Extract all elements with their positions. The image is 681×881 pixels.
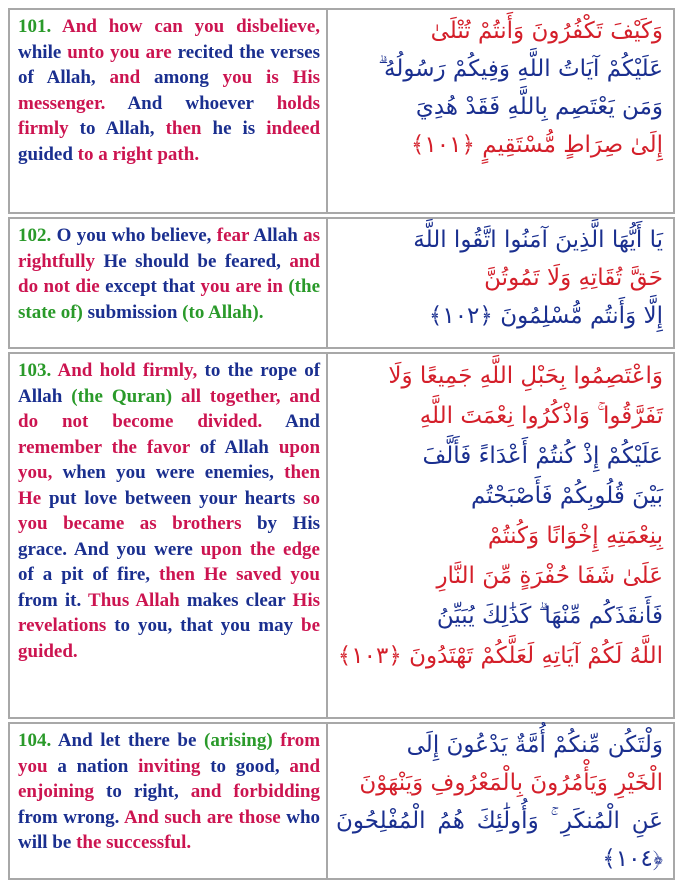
translation-segment: to Allah,: [79, 118, 155, 139]
translation-segment: and do not die: [18, 250, 320, 297]
arabic-line: وَاعْتَصِمُوا بِحَبْلِ اللَّهِ جَمِيعًا وَلَا: [388, 363, 663, 389]
translation-segment: from you: [18, 730, 321, 777]
arabic-text: [328, 10, 673, 212]
verse-row-101: [8, 8, 675, 214]
translation-segment: to the rope of Allah: [18, 360, 321, 407]
translation-segment: And how can you: [62, 16, 225, 37]
translation-segment: (the Quran): [71, 385, 173, 407]
translation-segment: And: [285, 411, 320, 432]
translation-segment: among: [153, 67, 209, 88]
translation-segment: And such are those: [123, 806, 281, 828]
translation-segment: He should be feared,: [103, 250, 281, 272]
translation-segment: then He saved you: [159, 564, 320, 585]
translation-segment: and do not become divided.: [18, 385, 321, 432]
english-translation: [10, 219, 328, 347]
translation-segment: you is His: [222, 67, 320, 88]
translation-segment: His revelations: [18, 589, 320, 636]
arabic-text: [328, 354, 673, 717]
translation-segment: recited the verses of Allah,: [18, 41, 321, 88]
arabic-line: يَا أَيُّهَا الَّذِينَ آمَنُوا اتَّقُوا اللَّهَ: [413, 227, 663, 253]
translation-segment: to a right path.: [77, 143, 200, 165]
arabic-line: اللَّهُ لَكُمْ آيَاتِهِ لَعَلَّكُمْ تَهْتَدُونَ ﴿١٠٣﴾: [337, 643, 663, 669]
arabic-line: وَلْتَكُن مِّنكُمْ أُمَّةٌ يَدْعُونَ إِلَى: [406, 732, 663, 758]
translation-segment: remember the favor: [18, 436, 190, 458]
arabic-line: تَفَرَّقُوا ۚ وَاذْكُرُوا نِعْمَتَ اللَّهِ: [419, 403, 663, 429]
verse-row-102: [8, 217, 675, 349]
verse-row-103: [8, 352, 675, 719]
translation-segment: to good,: [210, 755, 280, 777]
translation-segment: (to Allah).: [182, 301, 264, 323]
translation-segment: submission: [87, 301, 178, 323]
translation-segment: then He: [18, 462, 321, 509]
verse-number: 102.: [18, 225, 52, 246]
translation-segment: to right,: [106, 781, 179, 802]
translation-segment: disbelieve,: [236, 16, 321, 37]
translation-segment: firmly: [18, 118, 69, 139]
arabic-line: عَلَىٰ شَفَا حُفْرَةٍ مِّنَ النَّارِ: [436, 563, 663, 589]
translation-segment: to you, that you may: [114, 615, 294, 636]
arabic-line: وَمَن يَعْتَصِم بِاللَّهِ فَقَدْ هُدِيَ: [415, 94, 663, 120]
translation-segment: unto you are: [67, 41, 172, 63]
english-text: [18, 225, 320, 323]
translation-segment: from wrong.: [18, 806, 120, 828]
translation-segment: upon the edge: [200, 538, 320, 560]
arabic-line: إِلَىٰ صِرَاطٍ مُّسْتَقِيمٍ ﴿١٠١﴾: [410, 132, 663, 158]
arabic-line: بَيْنَ قُلُوبِكُمْ فَأَصْبَحْتُم: [471, 483, 663, 509]
verse-number: 101.: [18, 16, 52, 37]
translation-segment: fear: [216, 225, 250, 246]
translation-segment: put love between your hearts: [49, 487, 296, 509]
translation-segment: holds: [276, 92, 321, 114]
arabic-line: حَقَّ تُقَاتِهِ وَلَا تَمُوتُنَّ: [484, 265, 663, 291]
translation-segment: Thus Allah: [88, 589, 180, 611]
verse-number: 103.: [18, 360, 52, 381]
translation-segment: by His grace. And you were: [18, 513, 320, 560]
arabic-line: إِلَّا وَأَنتُم مُّسْلِمُونَ ﴿١٠٢﴾: [428, 303, 663, 329]
translation-segment: he is: [212, 118, 256, 139]
arabic-line: عَنِ الْمُنكَرِ ۚ وَأُولَٰئِكَ هُمُ الْمُفْلِحُونَ ﴿١٠٤﴾: [336, 808, 663, 872]
translation-segment: And whoever: [127, 92, 254, 114]
arabic-text: [328, 724, 673, 878]
translation-segment: and forbidding: [190, 781, 320, 802]
translation-segment: all together,: [180, 385, 281, 407]
translation-segment: be guided.: [18, 615, 320, 662]
translation-segment: the successful.: [76, 832, 192, 853]
translation-segment: upon you,: [18, 436, 321, 483]
english-translation: [10, 10, 328, 212]
arabic-line: عَلَيْكُمْ إِذْ كُنتُمْ أَعْدَاءً فَأَلَّفَ: [422, 443, 663, 469]
translation-segment: of a pit of fire,: [18, 564, 151, 585]
translation-segment: makes clear: [186, 589, 286, 611]
english-text: [18, 360, 320, 662]
english-text: [18, 16, 320, 165]
translation-segment: and: [109, 67, 141, 88]
english-text: [18, 730, 320, 853]
translation-segment: indeed: [266, 118, 321, 139]
translation-segment: And hold firmly,: [57, 360, 198, 381]
translation-segment: And let there be: [57, 730, 197, 751]
translation-segment: guided: [18, 143, 73, 165]
verse-number: 104.: [18, 730, 52, 751]
arabic-line: فَأَنقَذَكُم مِّنْهَا ۗ كَذَٰلِكَ يُبَيِّنُ: [436, 603, 663, 629]
translation-segment: while: [18, 41, 62, 63]
translation-segment: messenger.: [18, 92, 106, 114]
translation-segment: of Allah: [199, 436, 269, 458]
translation-segment: and enjoining: [18, 755, 321, 802]
translation-segment: inviting: [138, 755, 201, 777]
translation-segment: so you became as brothers: [18, 487, 321, 534]
verse-row-104: [8, 722, 675, 880]
translation-segment: who will be: [18, 806, 321, 853]
translation-segment: a nation: [57, 755, 129, 777]
translation-segment: (the state of): [18, 276, 321, 323]
arabic-text: [328, 219, 673, 347]
arabic-line: الْخَيْرِ وَيَأْمُرُونَ بِالْمَعْرُوفِ وَيَنْهَوْنَ: [359, 770, 663, 796]
arabic-line: بِنِعْمَتِهِ إِخْوَانًا وَكُنتُمْ: [487, 523, 663, 549]
translation-segment: Allah: [253, 225, 298, 246]
arabic-line: وَكَيْفَ تَكْفُرُونَ وَأَنتُمْ تُتْلَىٰ: [430, 18, 663, 44]
translation-segment: O you who believe,: [56, 225, 212, 246]
english-translation: [10, 354, 328, 717]
arabic-line: عَلَيْكُمْ آيَاتُ اللَّهِ وَفِيكُمْ رَسُولُهُ ۗ: [378, 56, 663, 82]
translation-segment: as rightfully: [18, 225, 321, 272]
translation-segment: then: [165, 118, 202, 139]
translation-segment: from it.: [18, 589, 82, 611]
english-translation: [10, 724, 328, 878]
translation-segment: you are in: [200, 276, 283, 297]
translation-segment: except that: [105, 276, 196, 297]
translation-segment: (arising): [204, 730, 273, 751]
translation-segment: when you were enemies,: [62, 462, 274, 483]
